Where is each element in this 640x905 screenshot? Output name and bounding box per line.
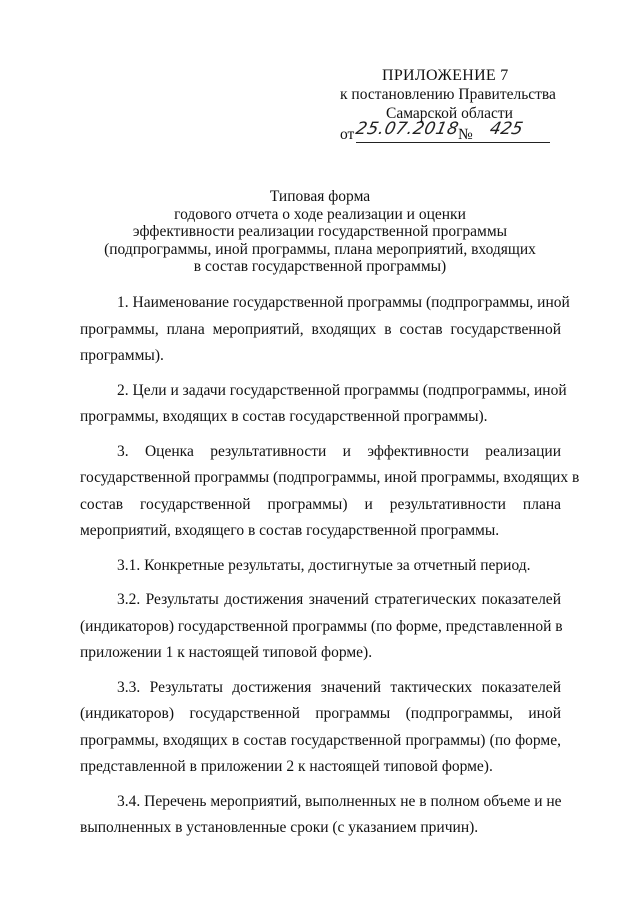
text-line: 3.1. Конкретные результаты, достигнутые за отчетный период. (117, 556, 531, 574)
title-line: в состав государственной программы) (193, 258, 447, 275)
text-line: программы, входящих в состав государственной программы). (80, 408, 488, 426)
title-line: эффективности реализации государственной программы (132, 223, 508, 240)
section-2-paragraph (80, 378, 567, 431)
number-label: № (458, 126, 473, 143)
text-line: программы, плана мероприятий, входящих в состав государственной (80, 320, 561, 338)
text-line: мероприятий, входящего в состав государственной программы. (80, 522, 500, 540)
resolution-line: к постановлению Правительства (340, 86, 556, 103)
date-underline (356, 142, 550, 143)
text-line: программы, входящих в состав государственной программы) (по форме, (80, 731, 561, 749)
text-line: приложении 1 к настоящей типовой форме). (80, 644, 373, 662)
text-line: 3.4. Перечень мероприятий, выполненных не в полном объеме и не (117, 792, 562, 810)
text-line: 3.2. Результаты достижения значений стратегических показателей (117, 591, 561, 609)
text-line: (индикаторов) государственной программы (по форме, представленной в (80, 617, 563, 635)
text-line: (индикаторов) государственной программы (подпрограммы, иной (80, 705, 561, 723)
title-line: годового отчета о ходе реализации и оценки (174, 205, 466, 223)
text-line: государственной программы (подпрограммы, иной программы, входящих в (80, 469, 580, 487)
section-1-paragraph (80, 290, 570, 370)
handwritten-date: 25.07.2018 (353, 119, 461, 139)
section-3-2-paragraph (80, 587, 561, 667)
text-line: состав государственной программы) и результативности плана (80, 495, 561, 513)
appendix-header (340, 66, 600, 145)
section-3-4-paragraph (80, 789, 561, 842)
region-line: Самарской области (386, 105, 513, 122)
appendix-label: ПРИЛОЖЕНИЕ 7 (382, 67, 509, 84)
text-line: 3.3. Результаты достижения значений тактических показателей (117, 678, 561, 696)
text-line: 3. Оценка результативности и эффективности реализации (117, 442, 561, 460)
handwritten-number: 425 (487, 119, 525, 139)
text-line: представленной в приложении 2 к настоящей типовой форме). (80, 758, 493, 776)
section-3-1-paragraph (80, 553, 561, 580)
section-3-3-paragraph (80, 675, 561, 781)
text-line: программы). (80, 347, 164, 365)
date-number-row (340, 119, 600, 145)
document-body (80, 290, 580, 842)
document-title (80, 188, 560, 276)
text-line: 2. Цели и задачи государственной программы (подпрограммы, иной (117, 381, 567, 399)
section-3-paragraph (80, 439, 580, 545)
date-prefix: от (340, 126, 355, 143)
text-line: выполненных в установленные сроки (с указанием причин). (80, 819, 479, 837)
title-line: Типовая форма (269, 188, 371, 205)
title-line: (подпрограммы, иной программы, плана мероприятий, входящих (104, 240, 536, 258)
text-line: 1. Наименование государственной программы (подпрограммы, иной (117, 294, 570, 311)
